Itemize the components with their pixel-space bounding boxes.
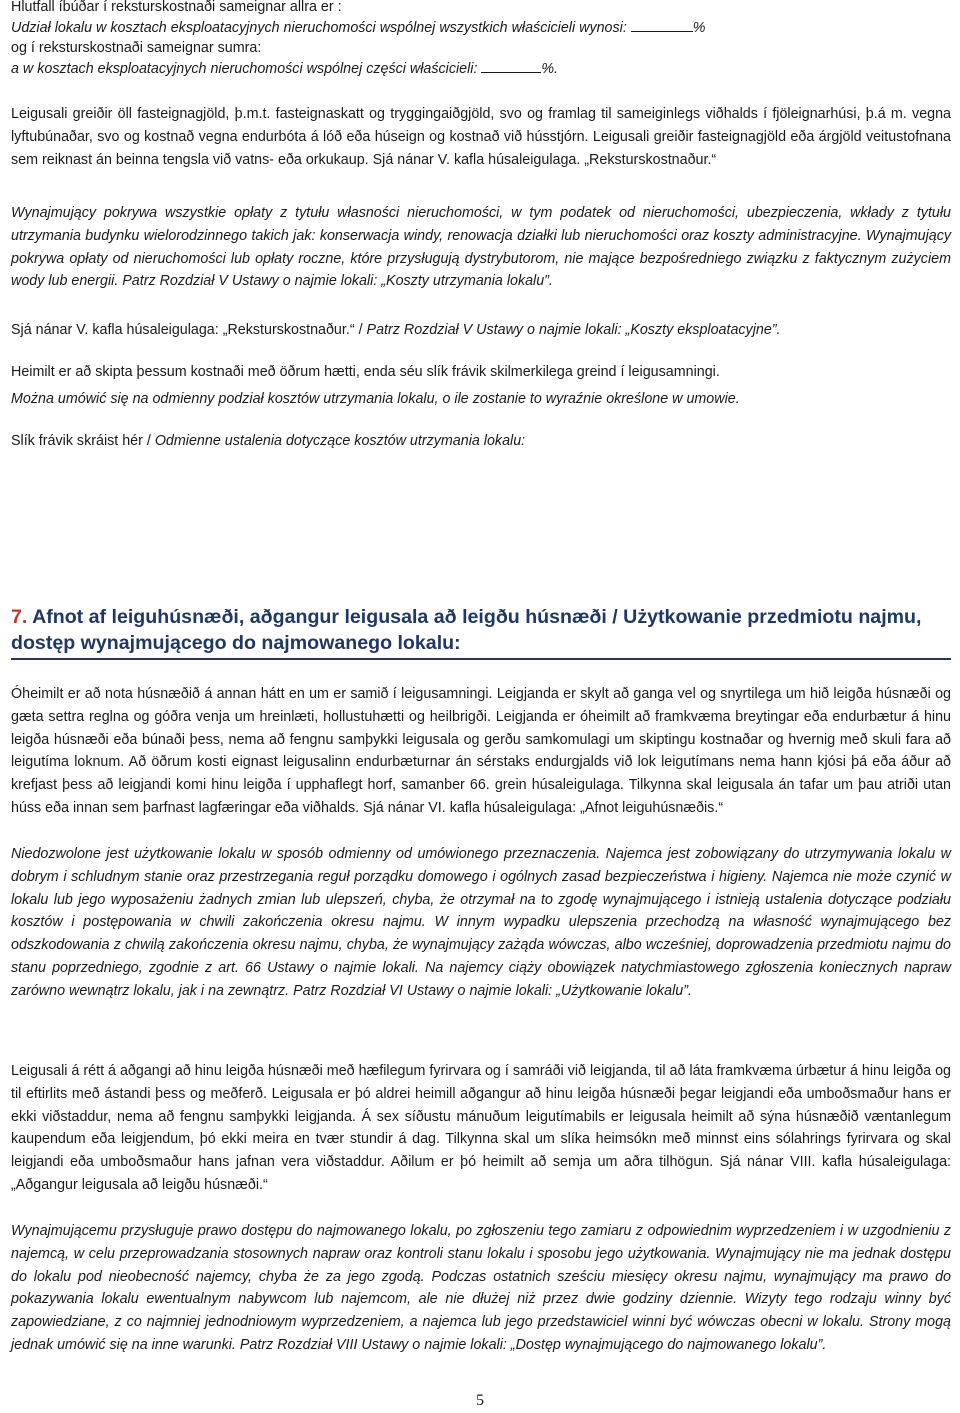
percent-sign-some: %. bbox=[541, 60, 559, 77]
percent-sign-all: % bbox=[692, 19, 706, 36]
allowed-paragraph-is: Heimilt er að skipta þessum kostnaði með öðrum hætti, enda séu slík frávik skilmerkilega greind í leigusamningi. bbox=[11, 364, 720, 380]
use-paragraph-pl: Niedozwolone jest użytkowanie lokalu w sposób odmienny od umówionego przeznaczenia. Najemca jest zobowiązany do utrzymywania lokalu w dobrym i schludnym stanie oraz przestrzegania reguł porządku domowego i ogólnych zasad bezpieczeństwa i higieny. Najemca nie może czynić w lokalu lub jego wyposażeniu żadnych zmian lub ulepszeń, chyba, że otrzymał na to zgodę wynajmującego i istnieją ustalenia dotyczące podziału kosztów i postępowania w chwili zakończenia okresu najmu. W innym wypadku ulepszenia przechodzą na własność wynajmującego bez odszkodowania z chwilą zakończenia okresu najmu, chyba, że wynajmujący zażąda wówczas, albo wcześniej, doprowadzenia przedmiotu najmu do stanu poprzedniego, zgodnie z art. 66 Ustawy o najmie lokali. Na najemcy ciąży obowiązek natychmiastowego zgłoszenia koniecznych napraw zarówno wewnątrz lokalu, jak i na zewnątrz. Patrz Rozdział VI Ustawy o najmie lokali: „Użytkowanie lokalu”. bbox=[11, 846, 951, 999]
see-more-is: Sjá nánar V. kafla húsaleigulaga: „Reksturskostnaður.“ / bbox=[11, 322, 363, 338]
cost-share-line-is: Hlutfall íbúðar í reksturskostnaði sameignar allra er : bbox=[11, 0, 342, 15]
record-is: Slík frávik skráist hér / bbox=[11, 433, 151, 449]
cost-share-lines bbox=[11, 0, 951, 79]
see-more-pl: Patrz Rozdział V Ustawy o najmie lokali: „Koszty eksploatacyjne”. bbox=[366, 322, 781, 338]
section-7-number: 7. bbox=[11, 606, 28, 628]
allowed-paragraph-pl: Można umówić się na odmienny podział kosztów utrzymania lokalu, o ile zostanie to wyraźnie określone w umowie. bbox=[11, 391, 740, 407]
section-7-heading bbox=[11, 604, 951, 660]
use-paragraph-is: Óheimilt er að nota húsnæðið á annan hátt en um er samið í leigusamningi. Leigjanda er skylt að ganga vel og snyrtilega um hið leigða húsnæði og gæta settra reglna og góðra venja um hreinlæti, hollustuhætti og heilbrigði. Leigjanda er óheimilt að framkvæma breytingar eða endurbætur á hinu leigða húsnæði eða búnaði þess, nema að fengnu samþykki leigusala og gerðu samkomulagi um skiptingu kostnaðar og hvernig með skuli fara að leigutíma loknum. Að öðrum kosti eignast leigusalinn endurbæturnar án sérstaks endurgjalds við lok leigutímans nema hann kjósi þá eða áður að krefjast þess að leigjandi komi hinu leigða í upphaflegt horf, samanber 66. grein húsaleigulaga. Tilkynna skal leigusala án tafar um þau atriði utan húss eða innan sem þarfnast lagfæringar eða viðhalds. Sjá nánar VI. kafla húsaleigulaga: „Afnot leiguhúsnæðis.“ bbox=[11, 686, 951, 816]
percent-blank-all[interactable] bbox=[631, 19, 693, 32]
see-more-paragraph bbox=[11, 319, 951, 342]
record-pl: Odmienne ustalenia dotyczące kosztów utrzymania lokalu: bbox=[154, 433, 526, 449]
cost-share-line-pl-text: Udział lokalu w kosztach eksploatacyjnych nieruchomości wspólnej wszystkich właścicieli wynosi: bbox=[11, 19, 627, 36]
percent-blank-some[interactable] bbox=[481, 60, 541, 73]
cost-share-some-pl-text: a w kosztach eksploatacyjnych nieruchomości wspólnej części właścicieli: bbox=[11, 60, 478, 77]
record-paragraph bbox=[11, 430, 951, 453]
cost-share-some-pl bbox=[11, 59, 951, 80]
fees-paragraph-pl: Wynajmujący pokrywa wszystkie opłaty z tytułu własności nieruchomości, w tym podatek od nieruchomości, ubezpieczenia, wkłady z tytułu utrzymania budynku wielorodzinnego takich jak: konserwacja windy, renowacja działki lub nieruchomości oraz koszty administracyjne. Wynajmujący pokrywa opłaty od nieruchomości lub opłaty roczne, które przysługują dystrybutorom, nie mające bezpośredniego związku z faktycznym zużyciem wody lub energii. Patrz Rozdział V Ustawy o najmie lokali: „Koszty utrzymania lokalu”. bbox=[11, 205, 951, 290]
access-paragraph-is: Leigusali á rétt á aðgangi að hinu leigða húsnæði með hæfilegum fyrirvara og í samráði við leigjanda, til að láta framkvæma úrbætur á hinu leigða og til eftirlits með ástandi þess og meðferð. Leigusala er þó aldrei heimill aðgangur að hinu leigða húsnæði þegar leigjandi eða umboðsmaður hans er ekki viðstaddur, nema að fengnu samþykki leigjanda. Á sex síðustu mánuðum leigutímabils er leigusala heimilt að sýna húsnæðið væntanlegum kaupendum eða leigjendum, þó ekki meira en tvær stundir á dag. Tilkynna skal um slíka heimsókn með minnst eins sólahrings fyrirvara og skal leigjandi eða umboðsmaður hans jafnan vera viðstaddur. Aðilum er þó heimilt að semja um aðra tilhögun. Sjá nánar VIII. kafla húsaleigulaga: „Aðgangur leigusala að leigðu húsnæði.“ bbox=[11, 1063, 951, 1193]
cost-share-line-pl bbox=[11, 18, 951, 39]
page-number: 5 bbox=[476, 1392, 484, 1409]
fees-paragraph-is: Leigusali greiðir öll fasteignagjöld, þ.m.t. fasteignaskatt og tryggingaiðgjöld, svo og framlag til sameiginlegs viðhalds í fjöleignarhúsi, þ.á m. vegna lyftubúnaðar, svo og kostnað vegna endurbóta á lóð eða húseign og kostnað við hússtjórn. Leigusali greiðir fasteignagjöld eða árgjöld veitustofnana sem reiknast án beinna tengsla við vatns- eða orkukaup. Sjá nánar V. kafla húsaleigulaga. „Reksturskostnaður.“ bbox=[11, 106, 951, 168]
section-7-title: Afnot af leiguhúsnæði, aðgangur leigusala að leigðu húsnæði / Użytkowanie przedmiotu najmu, dostęp wynajmującego do najmowanego lokalu: bbox=[11, 606, 922, 654]
cost-share-some-is: og í reksturskostnaði sameignar sumra: bbox=[11, 40, 262, 56]
access-paragraph-pl: Wynajmującemu przysługuje prawo dostępu do najmowanego lokalu, po zgłoszeniu tego zamiaru z odpowiednim wyprzedzeniem i w uzgodnieniu z najemcą, w celu przeprowadzania stosownych napraw oraz kontroli stanu lokalu i sposobu jego użytkowania. Wynajmujący nie ma jednak dostępu do lokalu pod nieobecność najemcy, chyba że za jego zgodą. Podczas ostatnich sześciu miesięcy okresu najmu, wynajmujący ma prawo do pokazywania lokalu ewentualnym nabywcom lub najemcom, ale nie dłużej niż przez dwie godziny dziennie. Wizyty tego rodzaju winny być zapowiedziane, z co najmniej jednodniowym wyprzedzeniem, a najemca lub jego przedstawiciel winni być wówczas obecni w lokalu. Strony mogą jednak umówić się na inne warunki. Patrz Rozdział VIII Ustawy o najmie lokali: „Dostęp wynajmującego do najmowanego lokalu”. bbox=[11, 1223, 951, 1353]
